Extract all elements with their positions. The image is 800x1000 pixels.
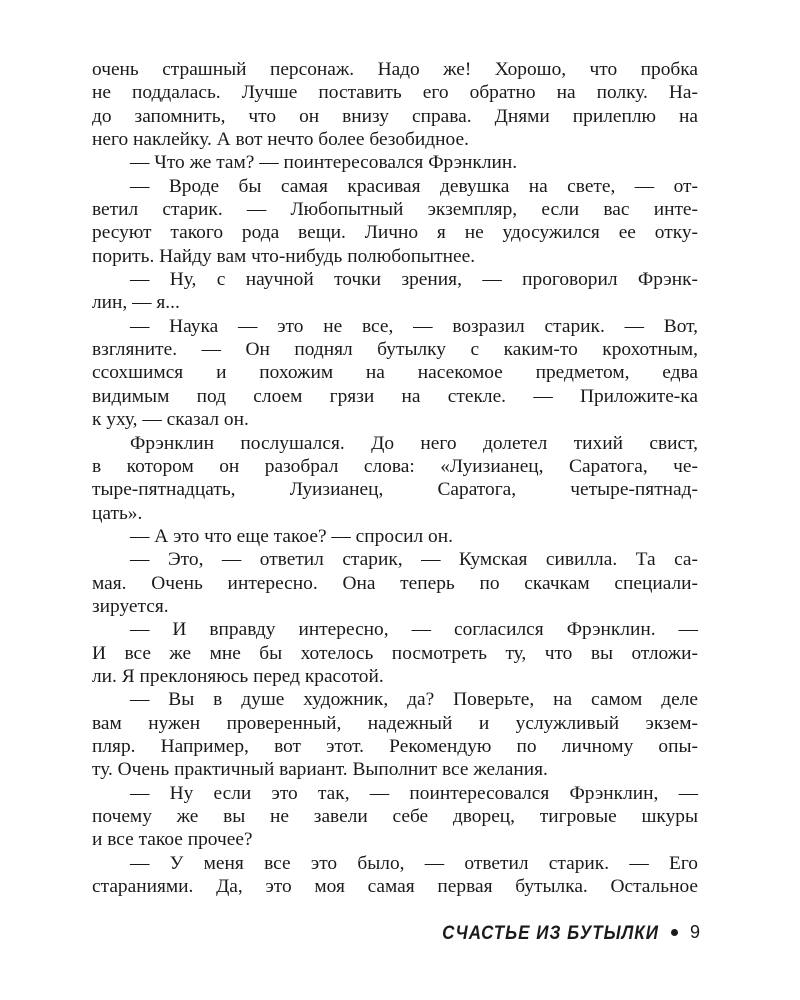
text-line: ту. Очень практичный вариант. Выполнит все желания. <box>92 759 548 781</box>
text-line: — Ну, с научной точки зрения, — проговорил Фрэнк- <box>130 269 698 291</box>
text-line: мая. Очень интересно. Она теперь по скачкам специали- <box>92 572 698 594</box>
text-line: него наклейку. А вот нечто более безобидное. <box>92 129 469 151</box>
text-line: тыре-пятнадцать, Луизианец, Саратога, четыре-пятнад- <box>92 479 698 501</box>
text-line: — Вроде бы самая красивая девушка на свете, — от- <box>130 175 698 197</box>
text-line: взгляните. — Он поднял бутылку с каким-то крохотным, <box>92 339 698 361</box>
text-line: — Наука — это не все, — возразил старик. — Вот, <box>130 315 698 337</box>
text-line: почему же вы не завели себе дворец, тигровые шкуры <box>92 806 698 827</box>
text-line: до запомнить, что он внизу справа. Днями прилеплю на <box>92 105 698 127</box>
text-line: очень страшный персонаж. Надо же! Хорошо, что пробка <box>92 59 698 80</box>
page-footer <box>442 922 700 943</box>
text-line: порить. Найду вам что-нибудь полюбопытнее. <box>92 245 476 267</box>
text-line: — Это, — ответил старик, — Кумская сивилла. Та са- <box>130 549 698 571</box>
text-line: к уху, — сказал он. <box>92 409 249 431</box>
text-line: Фрэнклин послушался. До него долетел тихий свист, <box>130 432 698 454</box>
text-line: — Вы в душе художник, да? Поверьте, на самом деле <box>130 689 698 711</box>
body-text <box>92 58 698 898</box>
text-line: ветил старик. — Любопытный экземпляр, если вас инте- <box>92 199 698 221</box>
text-line: видимым под слоем грязи на стекле. — Приложите-ка <box>92 385 698 407</box>
text-line: лин, — я... <box>92 292 180 314</box>
text-line: ресуют такого рода вещи. Лично я не удосужился ее отку- <box>92 222 698 244</box>
text-line: — Что же там? — поинтересовался Фрэнклин. <box>130 152 518 174</box>
page-number: 9 <box>689 922 700 942</box>
text-line: — А это что еще такое? — спросил он. <box>130 525 453 547</box>
text-line: И все же мне бы хотелось посмотреть ту, что вы отложи- <box>92 642 698 664</box>
text-line: стараниями. Да, это моя самая первая бутылка. Остальное <box>92 876 698 898</box>
text-line: в котором он разобрал слова: «Луизианец, Саратога, че- <box>92 455 698 477</box>
text-line: — У меня все это было, — ответил старик. — Его <box>130 852 698 874</box>
bullet-separator <box>671 929 678 936</box>
text-line: и все такое прочее? <box>92 829 253 851</box>
text-line: вам нужен проверенный, надежный и услужливый экзем- <box>92 712 698 734</box>
text-line: зируется. <box>92 595 169 617</box>
text-line: не поддалась. Лучше поставить его обратно на полку. На- <box>92 82 698 104</box>
text-line: — И вправду интересно, — согласился Фрэнклин. — <box>130 619 698 641</box>
text-line: ли. Я преклоняюсь перед красотой. <box>92 665 384 687</box>
text-line: пляр. Например, вот этот. Рекомендую по личному опы- <box>92 735 698 757</box>
text-line: цать». <box>92 502 143 524</box>
text-line: — Ну если это так, — поинтересовался Фрэнклин, — <box>130 782 698 804</box>
text-line: ссохшимся и похожим на насекомое предметом, едва <box>92 362 698 384</box>
running-title: СЧАСТЬЕ ИЗ БУТЫЛКИ <box>442 921 659 943</box>
